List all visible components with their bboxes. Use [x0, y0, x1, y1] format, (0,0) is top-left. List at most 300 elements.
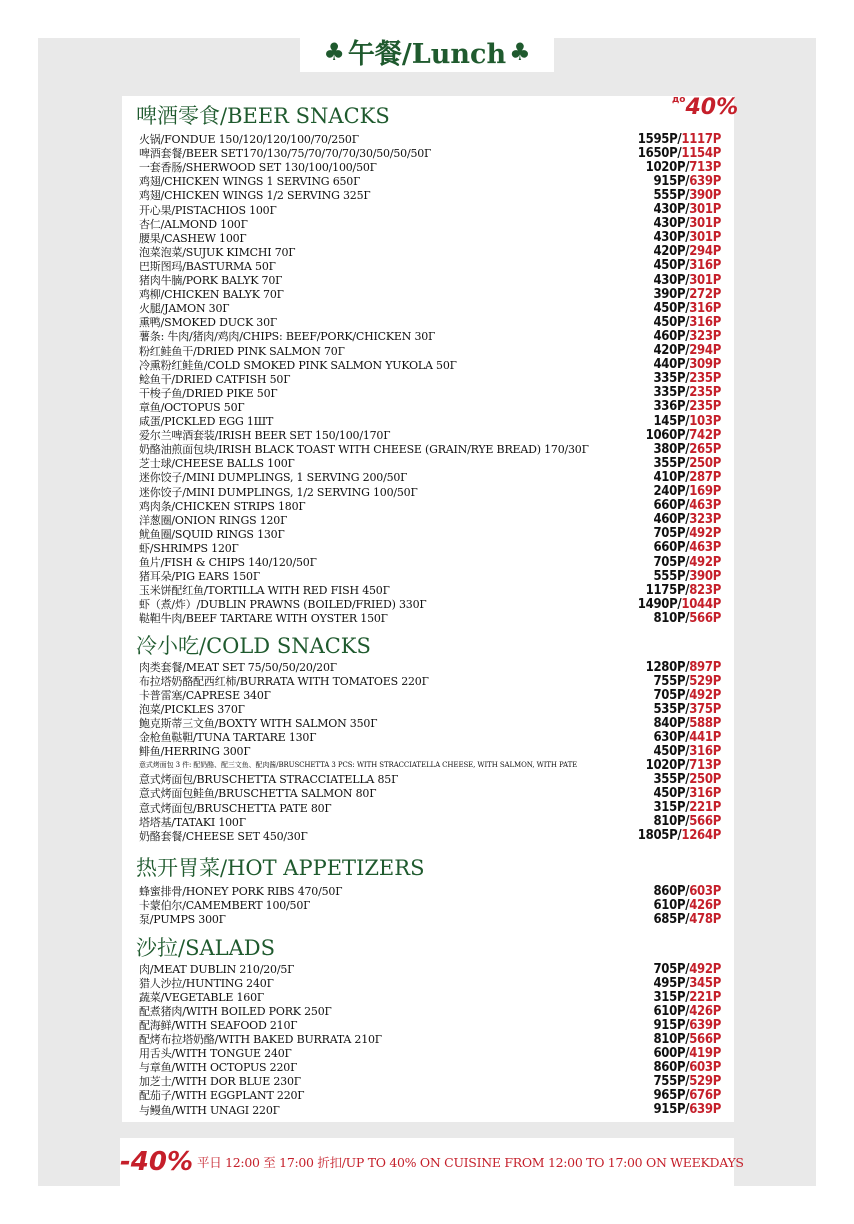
- menu-item: [139, 912, 721, 926]
- item-name: 与鳗鱼/WITH UNAGI 220Г: [139, 1103, 280, 1117]
- original-price: 810Р/: [653, 814, 690, 830]
- discount-price: 676Р: [689, 1087, 721, 1103]
- menu-item: [139, 245, 721, 259]
- discount-price: 250Р: [689, 771, 721, 787]
- menu-item: [139, 1074, 721, 1088]
- item-name: 鸡翅/CHICKEN WINGS 1/2 SERVING 325Г: [139, 189, 371, 203]
- footer-text: 平日 12:00 至 17:00 折扣/UP TO 40% ON CUISINE FROM 12:00 TO 17:00 ON WEEKDAYS: [197, 1155, 744, 1170]
- menu-item: [139, 259, 721, 273]
- discount-price: 566Р: [689, 610, 721, 626]
- item-name: 塔塔基/TATAKI 100Г: [139, 815, 246, 829]
- discount-price: 639Р: [689, 1017, 721, 1033]
- original-price: 1020Р/: [645, 159, 690, 175]
- menu-item: [139, 772, 721, 786]
- original-price: 630Р/: [653, 729, 690, 745]
- item-price: [653, 202, 721, 217]
- menu-item: [139, 786, 721, 800]
- discount-price: 897Р: [689, 659, 721, 675]
- discount-value: 40%: [685, 95, 739, 120]
- menu-item: [139, 674, 721, 688]
- item-price: [653, 484, 721, 499]
- item-price: [653, 470, 721, 485]
- item-price: [646, 428, 721, 443]
- original-price: 660Р/: [653, 540, 690, 556]
- item-price: [653, 611, 721, 626]
- item-name: 与章鱼/WITH OCTOPUS 220Г: [139, 1061, 298, 1075]
- menu-item: [139, 829, 721, 843]
- discount-price: 566Р: [689, 1031, 721, 1047]
- original-price: 1020Р/: [645, 757, 690, 773]
- original-price: 450Р/: [653, 743, 690, 759]
- item-price: [653, 258, 721, 273]
- item-name: 鸡肉条/CHICKEN STRIPS 180Г: [139, 499, 306, 513]
- menu-item: [139, 329, 721, 343]
- menu-item: [139, 744, 721, 758]
- original-price: 145Р/: [653, 413, 690, 429]
- item-price: [653, 329, 721, 344]
- original-price: 705Р/: [653, 687, 690, 703]
- menu-item: [139, 1046, 721, 1060]
- item-price: [653, 569, 721, 584]
- discount-price: 316Р: [689, 258, 721, 274]
- discount-price: 316Р: [689, 314, 721, 330]
- item-name: 用舌头/WITH TONGUE 240Г: [139, 1047, 292, 1061]
- menu-item: [139, 730, 721, 744]
- menu-item: [139, 815, 721, 829]
- discount-price: 294Р: [689, 244, 721, 260]
- original-price: 450Р/: [653, 785, 690, 801]
- item-name: 鱼片/FISH & CHIPS 140/120/50Г: [139, 556, 317, 569]
- original-price: 555Р/: [653, 568, 690, 584]
- discount-price: 375Р: [689, 701, 721, 717]
- discount-price: 492Р: [689, 526, 721, 542]
- discount-price: 1154Р: [681, 145, 721, 161]
- item-name: 鲱鱼/HERRING 300Г: [139, 745, 251, 759]
- discount-price: 639Р: [689, 1102, 721, 1117]
- discount-price: 566Р: [689, 814, 721, 830]
- discount-price: 426Р: [689, 1003, 721, 1019]
- item-price: [638, 828, 721, 843]
- item-name: 火腿/JAMON 30Г: [139, 302, 230, 316]
- original-price: 1280Р/: [645, 659, 690, 675]
- original-price: 755Р/: [653, 673, 690, 689]
- discount-price: 235Р: [689, 371, 721, 387]
- discount-price: 713Р: [689, 159, 721, 175]
- clover-icon: ♣: [323, 36, 345, 66]
- menu-item: [139, 527, 721, 541]
- discount-price: 390Р: [689, 187, 721, 203]
- original-price: 705Р/: [653, 961, 690, 977]
- original-price: 355Р/: [653, 455, 690, 471]
- item-name: 咸蛋/PICKLED EGG 1ШТ: [139, 415, 274, 428]
- original-price: 450Р/: [653, 258, 690, 274]
- item-price: [653, 498, 721, 513]
- footer-discount-badge: -40%: [120, 1147, 194, 1177]
- item-price: [653, 800, 721, 815]
- item-name: 鞑靼牛肉/BEEF TARTARE WITH OYSTER 150Г: [139, 612, 388, 626]
- item-name: 配烤布拉塔奶酪/WITH BAKED BURRATA 210Г: [139, 1033, 382, 1047]
- discount-price: 309Р: [689, 357, 721, 373]
- item-name: 配煮猪肉/WITH BOILED PORK 250Г: [139, 1005, 332, 1019]
- original-price: 1595Р/: [637, 131, 682, 147]
- discount-price: 316Р: [689, 785, 721, 801]
- discount-price: 316Р: [689, 300, 721, 316]
- discount-price: 492Р: [689, 554, 721, 570]
- item-price: [653, 1018, 721, 1033]
- menu-item: [139, 499, 721, 513]
- menu-item: [139, 801, 721, 815]
- menu-item: [139, 962, 721, 976]
- item-name: 迷你饺子/MINI DUMPLINGS, 1 SERVING 200/50Г: [139, 471, 408, 485]
- item-price: [653, 301, 721, 316]
- menu-item: [139, 160, 721, 174]
- menu-item: [139, 344, 721, 358]
- original-price: 755Р/: [653, 1073, 690, 1089]
- discount-price: 265Р: [689, 441, 721, 457]
- menu-item: [139, 688, 721, 702]
- item-price: [653, 357, 721, 372]
- item-price: [653, 744, 721, 759]
- original-price: 430Р/: [653, 230, 690, 246]
- item-name: 配海鲜/WITH SEAFOOD 210Г: [139, 1019, 298, 1033]
- menu-item: [139, 513, 721, 527]
- item-price: [653, 1004, 721, 1019]
- item-price: [638, 146, 721, 161]
- menu-item: [139, 315, 721, 329]
- item-name: 猎人沙拉/HUNTING 240Г: [139, 977, 274, 991]
- item-name: 猪耳朵/PIG EARS 150Г: [139, 570, 260, 584]
- discount-price: 272Р: [689, 286, 721, 302]
- original-price: 555Р/: [653, 187, 690, 203]
- menu-item: [139, 1018, 721, 1032]
- item-price: [653, 230, 721, 245]
- menu-item: [139, 716, 721, 730]
- item-price: [653, 216, 721, 231]
- item-name: 肉类套餐/MEAT SET 75/50/50/20/20Г: [139, 661, 337, 674]
- item-name: 薯条: 牛肉/猪肉/鸡肉/CHIPS: BEEF/PORK/CHICKEN 30Г: [139, 330, 436, 344]
- menu-item: [139, 976, 721, 990]
- menu-item: [139, 386, 721, 400]
- original-price: 705Р/: [653, 526, 690, 542]
- item-name: 意式烤面包/BRUSCHETTA STRACCIATELLA 85Г: [139, 773, 399, 787]
- item-name: 鸡翅/CHICKEN WINGS 1 SERVING 650Г: [139, 175, 361, 189]
- item-name: 洋葱圈/ONION RINGS 120Г: [139, 513, 288, 527]
- item-name: 鲍克斯蒂三文鱼/BOXTY WITH SALMON 350Г: [139, 717, 378, 731]
- original-price: 840Р/: [653, 715, 690, 731]
- item-name: 配茄子/WITH EGGPLANT 220Г: [139, 1089, 305, 1103]
- item-name: 迷你饺子/MINI DUMPLINGS, 1/2 SERVING 100/50Г: [139, 485, 418, 499]
- discount-price: 742Р: [689, 427, 721, 443]
- original-price: 240Р/: [653, 484, 690, 499]
- item-name: 加芝士/WITH DOR BLUE 230Г: [139, 1075, 301, 1089]
- menu-item: [139, 660, 721, 674]
- item-name: 玉米饼配红鱼/TORTILLA WITH RED FISH 450Г: [139, 584, 390, 598]
- item-name: 粉红鲑鱼干/DRIED PINK SALMON 70Г: [139, 344, 345, 358]
- menu-item: [139, 1088, 721, 1102]
- menu-item: [139, 372, 721, 386]
- original-price: 685Р/: [653, 911, 690, 927]
- item-name: 布拉塔奶酪配西红柿/BURRATA WITH TOMATOES 220Г: [139, 675, 429, 689]
- item-price: [653, 399, 721, 414]
- discount-price: 103Р: [689, 413, 721, 429]
- item-name: 火锅/FONDUE 150/120/120/100/70/250Г: [139, 133, 359, 146]
- original-price: 430Р/: [653, 216, 690, 232]
- discount-price: 426Р: [689, 897, 721, 913]
- menu-item: [139, 428, 721, 442]
- original-price: 705Р/: [653, 554, 690, 570]
- menu-item: [139, 400, 721, 414]
- item-price: [646, 660, 721, 675]
- item-name: 金枪鱼鞑靼/TUNA TARTARE 130Г: [139, 731, 317, 745]
- item-name: 虾/SHRIMPS 120Г: [139, 541, 239, 555]
- discount-price: 639Р: [689, 173, 721, 189]
- item-name: 开心果/PISTACHIOS 100Г: [139, 203, 277, 217]
- discount-price: 235Р: [689, 385, 721, 401]
- discount-price: 301Р: [689, 272, 721, 288]
- menu-item: [139, 414, 721, 428]
- menu-item: [139, 1004, 721, 1018]
- menu-item: [139, 758, 721, 772]
- discount-price: 588Р: [689, 715, 721, 731]
- original-price: 600Р/: [653, 1045, 690, 1061]
- item-price: [646, 160, 721, 175]
- item-price: [653, 1102, 721, 1117]
- menu-item: [139, 442, 721, 456]
- discount-price: 713Р: [689, 757, 721, 773]
- item-price: [653, 287, 721, 302]
- discount-price: 345Р: [689, 975, 721, 991]
- menu-item: [139, 702, 721, 716]
- discount-price: 529Р: [689, 673, 721, 689]
- discount-price: 235Р: [689, 399, 721, 415]
- original-price: 610Р/: [653, 897, 690, 913]
- original-price: 660Р/: [653, 498, 690, 514]
- item-price: [646, 583, 721, 598]
- item-price: [653, 814, 721, 829]
- menu-header: [300, 30, 554, 72]
- item-name: 杏仁/ALMOND 100Г: [139, 217, 248, 231]
- item-name: 奶酪套餐/CHEESE SET 450/30Г: [139, 829, 308, 843]
- section-title: 冷小吃/COLD SNACKS: [136, 634, 371, 658]
- item-name: 腰果/CASHEW 100Г: [139, 231, 247, 245]
- discount-price: 390Р: [689, 568, 721, 584]
- discount-price: 301Р: [689, 202, 721, 217]
- item-name: 意式烤面包 3 件: 配奶酪、配三文鱼、配肉酱/BRUSCHETTA 3 PCS: WITH STRACCIATELLA CHEESE, WITH SALMON, WITH PATE: [139, 761, 578, 770]
- item-name: 泵/PUMPS 300Г: [139, 913, 226, 926]
- item-price: [646, 758, 721, 773]
- discount-price: 603Р: [689, 883, 721, 899]
- item-name: 泡菜泡菜/SUJUK KIMCHI 70Г: [139, 245, 296, 259]
- original-price: 810Р/: [653, 1031, 690, 1047]
- item-name: 蔬菜/VEGETABLE 160Г: [139, 991, 264, 1005]
- discount-price: 323Р: [689, 512, 721, 528]
- section-title: 沙拉/SALADS: [136, 936, 275, 960]
- discount-price: 301Р: [689, 216, 721, 232]
- original-price: 1490Р/: [637, 596, 682, 612]
- discount-price: 1264Р: [681, 828, 721, 844]
- discount-price: 463Р: [689, 498, 721, 514]
- discount-price: 287Р: [689, 469, 721, 485]
- section-title: 热开胃菜/HOT APPETIZERS: [136, 856, 425, 880]
- item-price: [653, 1060, 721, 1075]
- menu-item: [139, 898, 721, 912]
- item-name: 干梭子鱼/DRIED PIKE 50Г: [139, 386, 278, 400]
- original-price: 450Р/: [653, 314, 690, 330]
- discount-price: 316Р: [689, 743, 721, 759]
- discount-price: 301Р: [689, 230, 721, 246]
- item-name: 章鱼/OCTOPUS 50Г: [139, 400, 245, 414]
- item-name: 蜂蜜排骨/HONEY PORK RIBS 470/50Г: [139, 885, 343, 898]
- item-name: 鱿鱼圈/SQUID RINGS 130Г: [139, 527, 285, 541]
- original-price: 410Р/: [653, 469, 690, 485]
- discount-price: 169Р: [689, 484, 721, 499]
- item-name: 巴斯图玛/BASTURMA 50Г: [139, 259, 276, 273]
- discount-price: 492Р: [689, 961, 721, 977]
- menu-item: [139, 146, 721, 160]
- discount-price: 1117Р: [681, 131, 721, 147]
- item-price: [653, 174, 721, 189]
- menu-item: [139, 217, 721, 231]
- original-price: 915Р/: [653, 173, 690, 189]
- menu-item: [139, 456, 721, 470]
- original-price: 450Р/: [653, 300, 690, 316]
- item-name: 猪肉牛腩/PORK BALYK 70Г: [139, 274, 283, 287]
- item-price: [653, 315, 721, 330]
- item-name: 芝士球/CHEESE BALLS 100Г: [139, 457, 295, 471]
- original-price: 430Р/: [653, 272, 690, 288]
- menu-item: [139, 583, 721, 597]
- item-name: 鸡柳/CHICKEN BALYK 70Г: [139, 288, 284, 302]
- item-price: [653, 555, 721, 570]
- item-price: [653, 898, 721, 913]
- item-price: [653, 188, 721, 203]
- original-price: 495Р/: [653, 975, 690, 991]
- item-price: [653, 786, 721, 801]
- item-price: [653, 990, 721, 1005]
- discount-prefix: до: [672, 95, 686, 105]
- menu-item: [139, 611, 721, 625]
- item-price: [653, 244, 721, 259]
- original-price: 430Р/: [653, 202, 690, 217]
- item-price: [653, 730, 721, 745]
- item-price: [653, 343, 721, 358]
- original-price: 440Р/: [653, 357, 690, 373]
- item-price: [653, 716, 721, 731]
- item-name: 爱尔兰啤酒套装/IRISH BEER SET 150/100/170Г: [139, 429, 391, 443]
- original-price: 965Р/: [653, 1087, 690, 1103]
- item-name: 啤酒套餐/BEER SET170/130/75/70/70/70/30/50/50/50Г: [139, 147, 432, 161]
- item-price: [653, 456, 721, 471]
- original-price: 335Р/: [653, 371, 690, 387]
- original-price: 460Р/: [653, 512, 690, 528]
- menu-item: [139, 174, 721, 188]
- original-price: 610Р/: [653, 1003, 690, 1019]
- item-name: 鲶鱼干/DRIED CATFISH 50Г: [139, 372, 291, 386]
- original-price: 860Р/: [653, 883, 690, 899]
- menu-item: [139, 990, 721, 1004]
- item-price: [653, 371, 721, 386]
- footer-banner: [120, 1138, 744, 1186]
- original-price: 380Р/: [653, 441, 690, 457]
- menu-item: [139, 470, 721, 484]
- original-price: 315Р/: [653, 989, 690, 1005]
- discount-price: 529Р: [689, 1073, 721, 1089]
- menu-item: [139, 273, 721, 287]
- item-price: [653, 884, 721, 899]
- menu-item: [139, 555, 721, 569]
- discount-price: 463Р: [689, 540, 721, 556]
- original-price: 915Р/: [653, 1102, 690, 1117]
- item-price: [653, 772, 721, 787]
- item-name: 卡蒙伯尔/CAMEMBERT 100/50Г: [139, 899, 311, 912]
- menu-item: [139, 485, 721, 499]
- original-price: 390Р/: [653, 286, 690, 302]
- item-price: [653, 1088, 721, 1103]
- item-price: [653, 273, 721, 288]
- item-name: 冷熏粉红鲑鱼/COLD SMOKED PINK SALMON YUKOLA 50Г: [139, 358, 457, 372]
- original-price: 535Р/: [653, 701, 690, 717]
- discount-price: 603Р: [689, 1059, 721, 1075]
- menu-item: [139, 203, 721, 217]
- discount-price: 1044Р: [681, 596, 721, 612]
- item-name: 肉/MEAT DUBLIN 210/20/5Г: [139, 963, 295, 976]
- item-name: 意式烤面包/BRUSCHETTA PATE 80Г: [139, 801, 332, 815]
- item-price: [653, 385, 721, 400]
- original-price: 420Р/: [653, 244, 690, 260]
- item-name: 一套香肠/SHERWOOD SET 130/100/100/50Г: [139, 161, 377, 175]
- menu-item: [139, 1103, 721, 1117]
- discount-price: 492Р: [689, 687, 721, 703]
- menu-item: [139, 1060, 721, 1074]
- original-price: 460Р/: [653, 328, 690, 344]
- menu-item: [139, 597, 721, 611]
- menu-item: [139, 188, 721, 202]
- item-price: [653, 688, 721, 703]
- original-price: 860Р/: [653, 1059, 690, 1075]
- original-price: 1805Р/: [637, 828, 682, 844]
- menu-item: [139, 132, 721, 146]
- item-price: [653, 702, 721, 717]
- item-price: [638, 132, 721, 147]
- original-price: 1175Р/: [645, 582, 690, 598]
- item-price: [653, 526, 721, 541]
- menu-title: 午餐/Lunch: [347, 38, 507, 70]
- item-price: [653, 976, 721, 991]
- original-price: 355Р/: [653, 771, 690, 787]
- menu-item: [139, 541, 721, 555]
- item-name: 泡菜/PICKLES 370Г: [139, 703, 245, 717]
- item-price: [653, 1046, 721, 1061]
- menu-item: [139, 884, 721, 898]
- discount-price: 323Р: [689, 328, 721, 344]
- discount-price: 823Р: [689, 582, 721, 598]
- menu-item: [139, 301, 721, 315]
- discount-price: 441Р: [689, 729, 721, 745]
- original-price: 915Р/: [653, 1017, 690, 1033]
- item-name: 意式烤面包鲑鱼/BRUSCHETTA SALMON 80Г: [139, 787, 377, 801]
- original-price: 810Р/: [653, 610, 690, 626]
- item-name: 奶酪油煎面包块/IRISH BLACK TOAST WITH CHEESE (GRAIN/RYE BREAD) 170/30Г: [139, 443, 589, 457]
- clover-icon: ♣: [509, 36, 531, 66]
- menu-item: [139, 287, 721, 301]
- original-price: 315Р/: [653, 800, 690, 815]
- discount-badge: [672, 95, 738, 120]
- discount-price: 419Р: [689, 1045, 721, 1061]
- original-price: 1650Р/: [637, 145, 682, 161]
- discount-price: 221Р: [689, 800, 721, 815]
- menu-item: [139, 231, 721, 245]
- discount-price: 478Р: [689, 911, 721, 927]
